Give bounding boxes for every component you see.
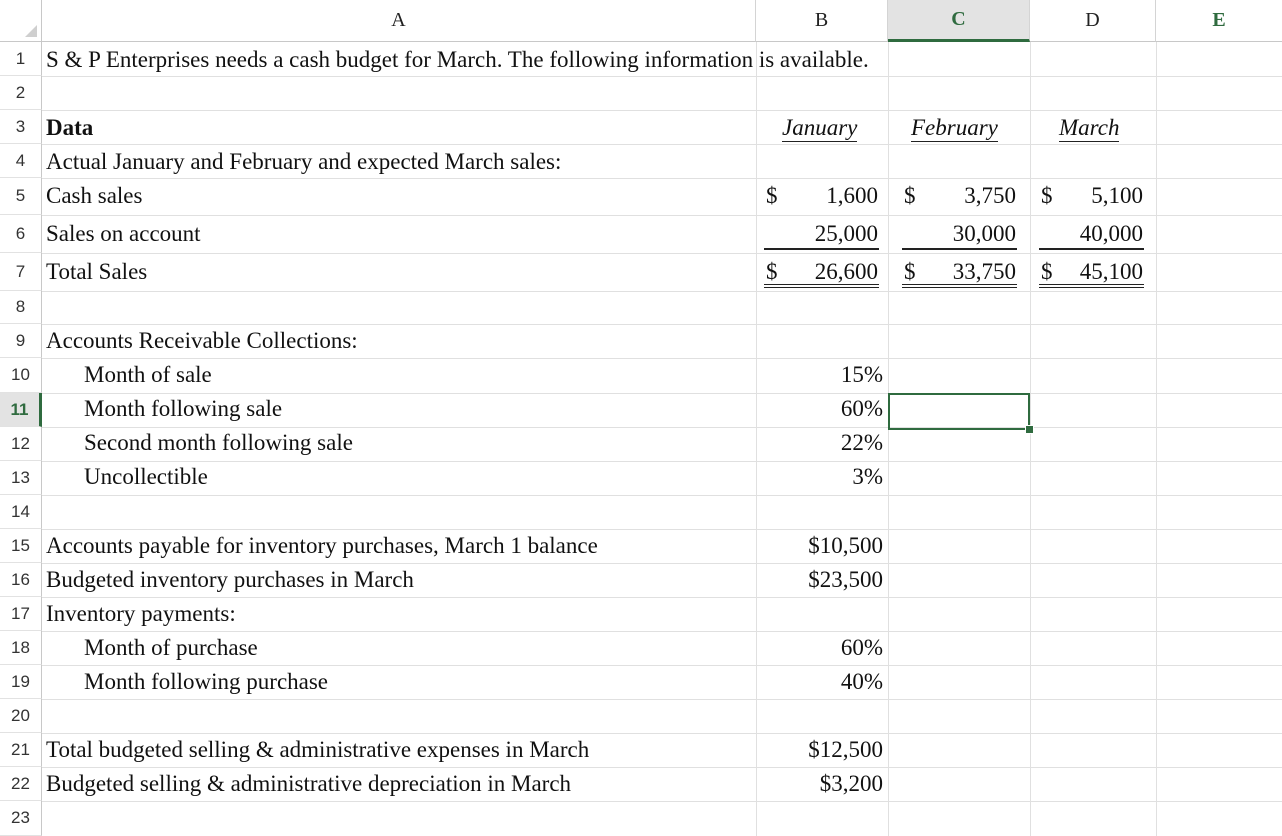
row-header-22[interactable]: 22 <box>0 767 42 801</box>
row-header-6[interactable]: 6 <box>0 215 42 253</box>
row-header-7[interactable]: 7 <box>0 253 42 291</box>
grid-line <box>42 144 1282 145</box>
cell-a1[interactable]: S & P Enterprises needs a cash budget for March. The following information is available. <box>46 47 869 72</box>
row-header-23[interactable]: 23 <box>0 801 42 836</box>
grid-line <box>42 215 1282 216</box>
grid-line <box>1030 42 1031 836</box>
cell-a22[interactable]: Budgeted selling & administrative depreciation in March <box>46 771 572 796</box>
cell-b21[interactable]: $12,500 <box>808 737 883 762</box>
grid-line <box>756 42 757 836</box>
grid-line <box>42 324 1282 325</box>
column-header-b[interactable]: B <box>756 0 888 42</box>
grid-line <box>42 801 1282 802</box>
grid-line <box>42 563 1282 564</box>
row-header-21[interactable]: 21 <box>0 733 42 767</box>
grid-line <box>42 178 1282 179</box>
cell-b18[interactable]: 60% <box>840 635 883 660</box>
cell-a7[interactable]: Total Sales <box>46 259 148 284</box>
underline-c6 <box>902 248 1017 250</box>
column-header-d[interactable]: D <box>1030 0 1156 42</box>
row-header-3[interactable]: 3 <box>0 110 42 144</box>
grid-line <box>42 767 1282 768</box>
row-header-17[interactable]: 17 <box>0 597 42 631</box>
row-header-20[interactable]: 20 <box>0 699 42 733</box>
row-header-14[interactable]: 14 <box>0 495 42 529</box>
cell-b19[interactable]: 40% <box>840 669 883 694</box>
cell-c6[interactable]: 30,000 <box>952 221 1016 246</box>
column-header-e[interactable]: E <box>1156 0 1282 42</box>
grid-line <box>1156 42 1157 836</box>
cell-d6[interactable]: 40,000 <box>1079 221 1143 246</box>
cell-a15[interactable]: Accounts payable for inventory purchases, March 1 balance <box>46 533 598 558</box>
underline-b6 <box>764 248 879 250</box>
cell-a16[interactable]: Budgeted inventory purchases in March <box>46 567 414 592</box>
row-header-16[interactable]: 16 <box>0 563 42 597</box>
select-all-corner[interactable] <box>0 0 42 42</box>
cell-b12[interactable]: 22% <box>840 430 883 455</box>
row-header-15[interactable]: 15 <box>0 529 42 563</box>
row-header-4[interactable]: 4 <box>0 144 42 178</box>
row-header-5[interactable]: 5 <box>0 178 42 215</box>
cell-a13[interactable]: Uncollectible <box>84 464 208 489</box>
grid-line <box>42 665 1282 666</box>
row-header-10[interactable]: 10 <box>0 358 42 393</box>
cell-d7[interactable]: 45,100 <box>1079 259 1143 284</box>
row-header-9[interactable]: 9 <box>0 324 42 358</box>
grid-line <box>888 42 889 836</box>
grid-line <box>42 253 1282 254</box>
grid-line <box>42 427 1282 428</box>
grid-line <box>42 733 1282 734</box>
cell-a11[interactable]: Month following sale <box>84 396 283 421</box>
row-header-1[interactable]: 1 <box>0 42 42 76</box>
cell-c5[interactable]: 3,750 <box>964 183 1016 208</box>
active-cell-c11[interactable] <box>888 393 1030 430</box>
underline-d6 <box>1039 248 1144 250</box>
cell-b3[interactable]: January <box>782 115 858 140</box>
select-all-triangle-icon <box>25 25 37 37</box>
cell-a5[interactable]: Cash sales <box>46 183 143 208</box>
cell-a18[interactable]: Month of purchase <box>84 635 258 660</box>
grid-line <box>42 699 1282 700</box>
grid-line <box>42 631 1282 632</box>
cell-b22[interactable]: $3,200 <box>819 771 883 796</box>
grid-line <box>42 291 1282 292</box>
cell-d5[interactable]: 5,100 <box>1091 183 1143 208</box>
column-header-a[interactable]: A <box>42 0 756 42</box>
cell-a21[interactable]: Total budgeted selling & administrative expenses in March <box>46 737 590 762</box>
row-header-2[interactable]: 2 <box>0 76 42 110</box>
grid-line <box>42 393 1282 394</box>
row-header-13[interactable]: 13 <box>0 461 42 495</box>
row-header-8[interactable]: 8 <box>0 291 42 324</box>
cell-a6[interactable]: Sales on account <box>46 221 201 246</box>
grid-line <box>42 529 1282 530</box>
cell-c3[interactable]: February <box>911 115 998 140</box>
cell-a19[interactable]: Month following purchase <box>84 669 329 694</box>
cell-a3[interactable]: Data <box>46 115 94 140</box>
cell-a10[interactable]: Month of sale <box>84 362 212 387</box>
grid-line <box>42 495 1282 496</box>
cell-b6[interactable]: 25,000 <box>814 221 878 246</box>
cell-b7[interactable]: 26,600 <box>814 259 878 284</box>
cell-d5-currency: $ <box>1041 183 1053 208</box>
cell-b5-currency: $ <box>766 183 778 208</box>
grid-line <box>42 358 1282 359</box>
cell-c5-currency: $ <box>904 183 916 208</box>
cell-d3[interactable]: March <box>1059 115 1120 140</box>
grid-line <box>42 76 1282 77</box>
cell-b10[interactable]: 15% <box>840 362 883 387</box>
cell-a4[interactable]: Actual January and February and expected March sales: <box>46 149 562 174</box>
cell-b16[interactable]: $23,500 <box>808 567 883 592</box>
fill-handle[interactable] <box>1025 425 1034 434</box>
grid-line <box>42 461 1282 462</box>
cell-b11[interactable]: 60% <box>840 396 883 421</box>
cell-b15[interactable]: $10,500 <box>808 533 883 558</box>
cell-d7-currency: $ <box>1041 259 1053 284</box>
row-header-12[interactable]: 12 <box>0 427 42 461</box>
cell-c7[interactable]: 33,750 <box>952 259 1016 284</box>
cell-b13[interactable]: 3% <box>852 464 883 489</box>
cell-a17[interactable]: Inventory payments: <box>46 601 236 626</box>
grid-line <box>42 110 1282 111</box>
grid-line <box>42 597 1282 598</box>
row-header-11[interactable]: 11 <box>0 393 42 427</box>
row-header-18[interactable]: 18 <box>0 631 42 665</box>
cell-b7-currency: $ <box>766 259 778 284</box>
column-header-c[interactable]: C <box>888 0 1030 42</box>
row-header-19[interactable]: 19 <box>0 665 42 699</box>
cell-c7-currency: $ <box>904 259 916 284</box>
cell-a9[interactable]: Accounts Receivable Collections: <box>46 328 358 353</box>
cell-b5[interactable]: 1,600 <box>826 183 878 208</box>
cell-a12[interactable]: Second month following sale <box>84 430 353 455</box>
